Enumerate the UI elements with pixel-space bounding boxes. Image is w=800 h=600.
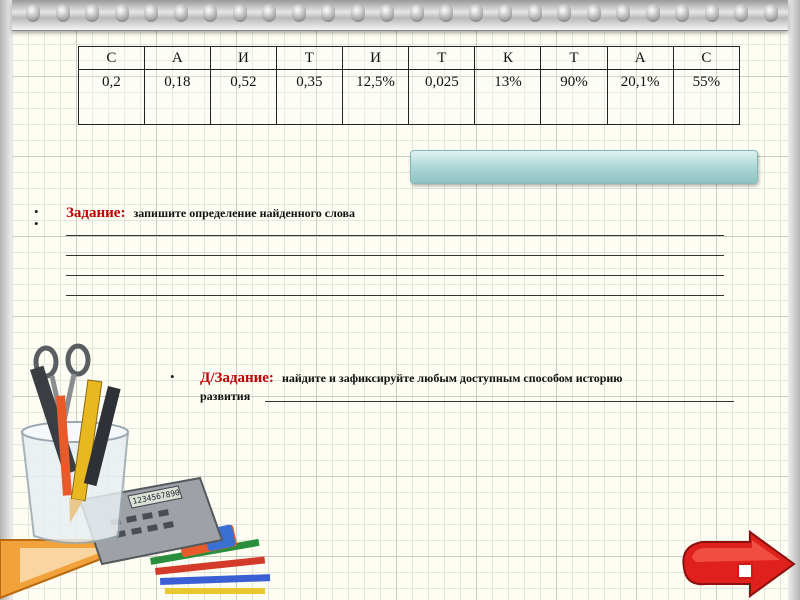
binding-ring-icon (262, 4, 276, 22)
binding-ring-icon (587, 4, 601, 22)
binding-ring-icon (557, 4, 571, 22)
cipher-values-row (79, 70, 740, 125)
binding-ring-icon (616, 4, 630, 22)
binding-ring-icon (85, 4, 99, 22)
next-slide-button[interactable] (676, 528, 800, 600)
cipher-value-cell: 0,35 (276, 70, 342, 125)
answer-line[interactable] (66, 216, 724, 236)
cipher-value-cell: 55% (673, 70, 739, 125)
binding-ring-icon (203, 4, 217, 22)
homework-text-line2: развития (200, 389, 251, 403)
answer-lines-item (34, 216, 724, 296)
binding-ring-icon (351, 4, 365, 22)
binding-ring-icon (380, 4, 394, 22)
binding-ring-icon (292, 4, 306, 22)
cipher-letter-cell: Т (541, 47, 607, 70)
binding-ring-icon (705, 4, 719, 22)
notebook-right-edge (788, 0, 800, 600)
homework-label: Д/Задание: (200, 370, 274, 386)
cipher-value-cell: 20,1% (607, 70, 673, 125)
binding-ring-icon (115, 4, 129, 22)
cipher-value-cell: 90% (541, 70, 607, 125)
binding-ring-icon (410, 4, 424, 22)
cipher-letter-cell: Т (409, 47, 475, 70)
task-label: Задание: (66, 205, 126, 221)
answer-lines (66, 216, 724, 296)
binding-ring-icon (528, 4, 542, 22)
binding-ring-icon (144, 4, 158, 22)
cipher-letter-cell: С (79, 47, 145, 70)
cipher-value-cell: 12,5% (342, 70, 408, 125)
binding-ring-icon (764, 4, 778, 22)
answer-line[interactable] (66, 256, 724, 276)
homework-text-line1: найдите и зафиксируйте любым доступным способом историю (281, 371, 623, 385)
homework-answer-line (265, 389, 734, 402)
cipher-value-cell: 0,18 (144, 70, 210, 125)
binding-ring-icon (174, 4, 188, 22)
answer-line[interactable] (66, 236, 724, 256)
stationery-illustration (0, 340, 300, 600)
binding-ring-icon (498, 4, 512, 22)
cipher-value-cell: 13% (475, 70, 541, 125)
cipher-letter-cell: К (475, 47, 541, 70)
binding-ring-icon (469, 4, 483, 22)
cipher-letter-cell: А (144, 47, 210, 70)
cipher-value-cell: 0,52 (210, 70, 276, 125)
cipher-letters-row (79, 47, 740, 70)
answer-reveal-bar[interactable] (410, 150, 758, 184)
binding-ring-icon (734, 4, 748, 22)
calculator-display: 1234567890 (131, 487, 181, 506)
binding-ring-icon (26, 4, 40, 22)
cipher-value-cell: 0,2 (79, 70, 145, 125)
binding-ring-icon (439, 4, 453, 22)
bullet-icon: • (170, 369, 175, 384)
notebook-spiral-binding (12, 0, 788, 31)
binding-ring-icon (56, 4, 70, 22)
cipher-letter-cell: И (210, 47, 276, 70)
bullet-icon: • (34, 204, 39, 219)
binding-ring-icon (675, 4, 689, 22)
next-arrow-icon (683, 532, 794, 596)
cipher-letter-cell: И (342, 47, 408, 70)
bullet-icon: • (34, 216, 39, 231)
task-text: запишите определение найденного слова (133, 206, 356, 220)
answer-line[interactable] (66, 276, 724, 296)
binding-ring-icon (233, 4, 247, 22)
cipher-value-cell: 0,025 (409, 70, 475, 125)
cipher-letter-cell: А (607, 47, 673, 70)
task-list (34, 204, 724, 296)
cipher-letter-cell: С (673, 47, 739, 70)
binding-ring-icon (321, 4, 335, 22)
cipher-table (78, 46, 740, 125)
cipher-letter-cell: Т (276, 47, 342, 70)
binding-ring-icon (646, 4, 660, 22)
